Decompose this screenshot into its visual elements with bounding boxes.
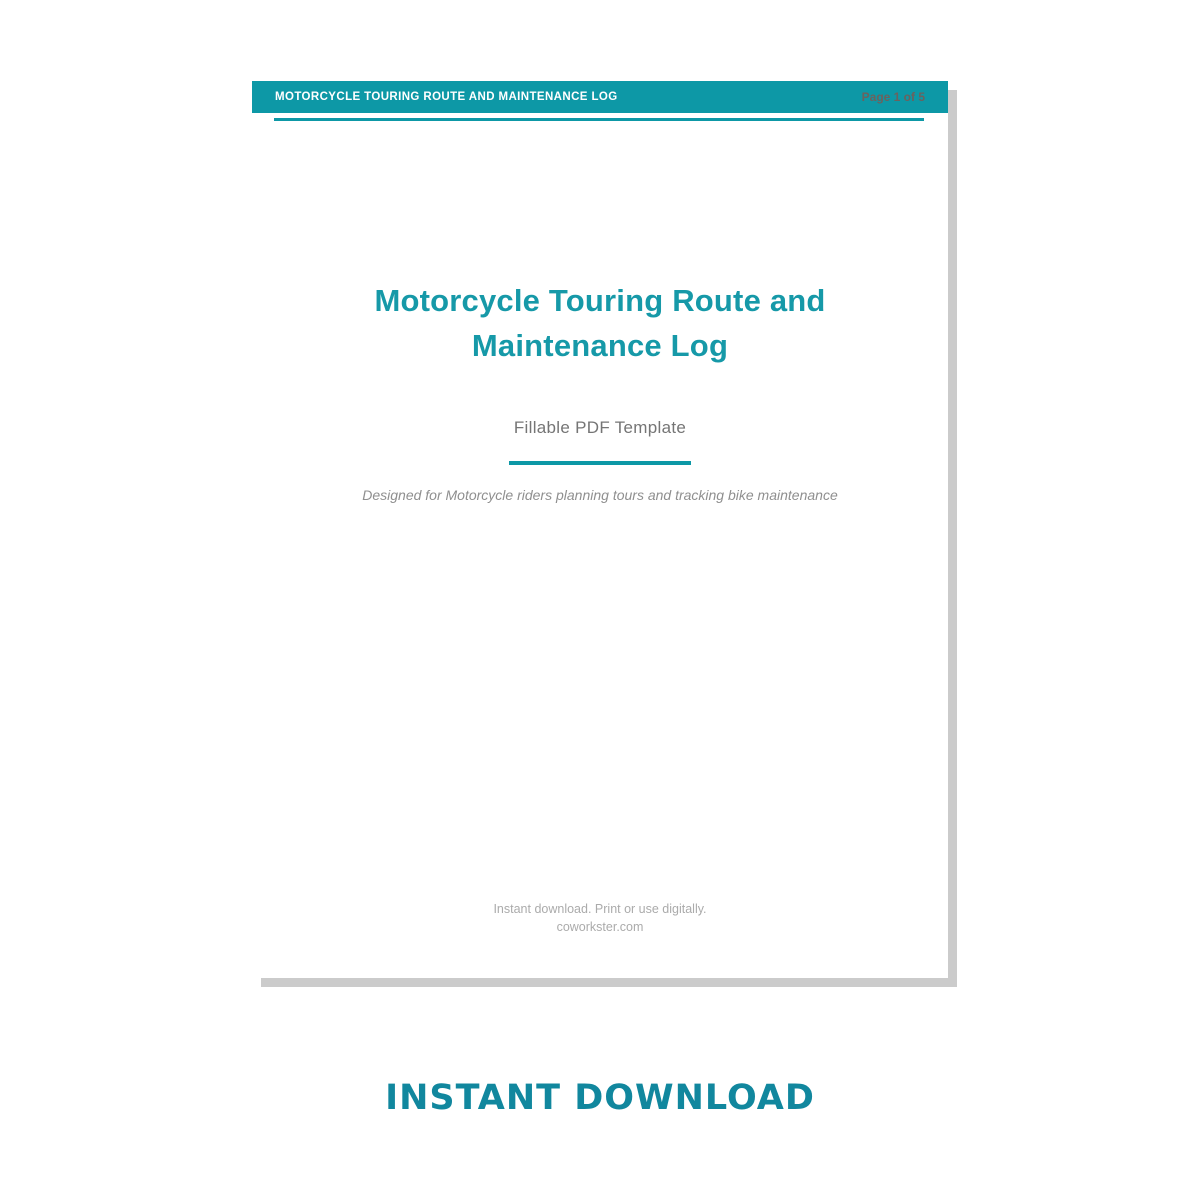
document-title-line2: Maintenance Log [471, 328, 729, 363]
page-indicator: Page 1 of 5 [861, 90, 925, 104]
document-header-bar [252, 81, 948, 113]
footer-line2: coworkster.com [556, 920, 644, 934]
document-tagline: Designed for Motorcycle riders planning tours and tracking bike maintenance [362, 487, 838, 503]
instant-download-label: INSTANT DOWNLOAD [385, 1078, 815, 1118]
footer-line1: Instant download. Print or use digitally. [493, 902, 707, 916]
header-underline [274, 118, 924, 121]
title-divider [509, 461, 691, 465]
document-title [252, 278, 948, 368]
document-subtitle: Fillable PDF Template [513, 418, 687, 437]
document-title-line1: Motorcycle Touring Route and [374, 283, 826, 318]
document-footer [252, 900, 948, 936]
document-page [252, 81, 948, 978]
document-header-title: MOTORCYCLE TOURING ROUTE AND MAINTENANCE LOG [275, 91, 618, 103]
